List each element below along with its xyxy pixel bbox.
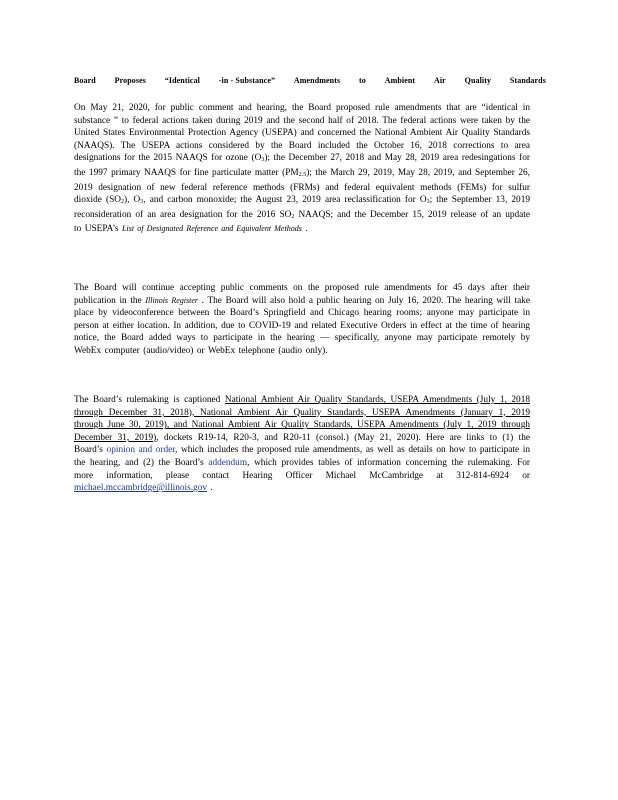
title-word: Air (433, 76, 446, 85)
subscript: 2 (121, 199, 124, 206)
subscript: 3 (261, 157, 265, 164)
p1-text-a: On May 21, 2020, for public comment and hearing, the Board proposed rule amendments that are “identical in substance ” to federal actions taken during 2019 and the second half of 2018. The federal actions were taken by the United States Environmental Protection Agency (USEPA) and concerned the National Ambient Air Quality Standards (NAAQS). The USEPA actions considered by the Board included the October 16, 2018 corrections to area designations for the 2015 NAAQS for ozone (O (74, 103, 530, 164)
p3-text-d: , which provides tables of information concerning the rulemaking. For more information, please contact Hearing Officer Michael McCambridge at 312-814-6924 or (74, 457, 531, 481)
p3-text-c: , which includes the proposed rule amendments, as well as details on how to participate in the hearing, and (2) the Board’s (74, 445, 530, 468)
p3-text-b: , dockets R19-14, R20-3, and R20-11 (consol.) (May 21, 2020). Here are links to (1) the Board’s (74, 432, 530, 456)
document-title (74, 76, 546, 85)
title-word: Amendments (293, 76, 341, 85)
p1-text-f: ; the September 13, 2019 reconsideration of an area designation for the 2016 SO (74, 195, 530, 220)
p1-text-c: ); the March 29, 2019, May 28, 2019, and September 26, 2019 designation of new federal reference methods (FRMs) and federal equivalent methods (FEMs) for sulfur dioxide (SO (74, 167, 530, 206)
illinois-register-italic: Illinois Register (145, 295, 199, 305)
subscript: 3 (140, 199, 144, 206)
paragraph-usepa-actions (74, 102, 530, 236)
p1-text-g: NAAQS; and the December 15, 2019 release of an update to USEPA’s (74, 209, 530, 235)
p1-end: . (301, 224, 308, 235)
list-title-italic: List of Designated Reference and Equivalent Methods (122, 224, 302, 234)
title-word: -in - Substance” (218, 76, 276, 85)
subscript: 2.5 (298, 171, 307, 178)
p1-text-e: , and carbon monoxide; the August 23, 2019 area reclassification for O (143, 195, 427, 206)
title-word: Proposes (114, 76, 146, 85)
opinion-and-order-link[interactable]: opinion and order (106, 445, 175, 456)
p3-text-a: The Board’s rulemaking is captioned (74, 395, 225, 405)
subscript: 2 (291, 213, 295, 220)
paragraph-rulemaking (74, 394, 530, 495)
paragraph-hearing (74, 282, 530, 358)
p2-text-a: The Board will continue accepting public comments on the proposed rule amendments for 45 days after their publication in the (74, 283, 530, 306)
subscript: 3 (426, 199, 430, 206)
addendum-link[interactable]: addendum (208, 457, 248, 468)
title-word: Board (74, 76, 96, 85)
p1-text-b: ); the December 27, 2018 and May 28, 2019 area redesingations for the 1997 primary NAAQS for fine particulate matter (PM (74, 153, 530, 178)
rulemaking-caption: National Ambient Air Quality Standards, USEPA Amendments (July 1, 2018 through December 31, 2018), National Ambient Air Quality Standards, USEPA Amendments (January 1, 2019 through June 30, 2019), and National Ambient Air Quality Standards, USEPA Amendments (July 1, 2019 through December 31, 2019) (74, 395, 530, 443)
email-link[interactable]: michael.mccambridge@illinois.gov (74, 483, 208, 494)
p1-text-d: ), O (124, 195, 141, 206)
title-word: Ambient (384, 76, 416, 85)
p3-end: . (207, 483, 213, 494)
title-word: to (359, 76, 366, 85)
title-word: “Identical (164, 76, 200, 85)
title-word: Quality (464, 76, 492, 85)
title-word: Standards (509, 76, 546, 85)
p2-text-b: . The Board will also hold a public hearing on July 16, 2020. The hearing will take place by videoconference between the Board’s Springfield and Chicago hearing rooms; anyone may participate in person at either location. In addition, due to COVID-19 and related Executive Orders in effect at the time of hearing notice, the Board added ways to participate in the hearing — specifically, anyone may participate remotely by WebEx computer (audio/video) or WebEx telephone (audio only). (74, 295, 530, 356)
